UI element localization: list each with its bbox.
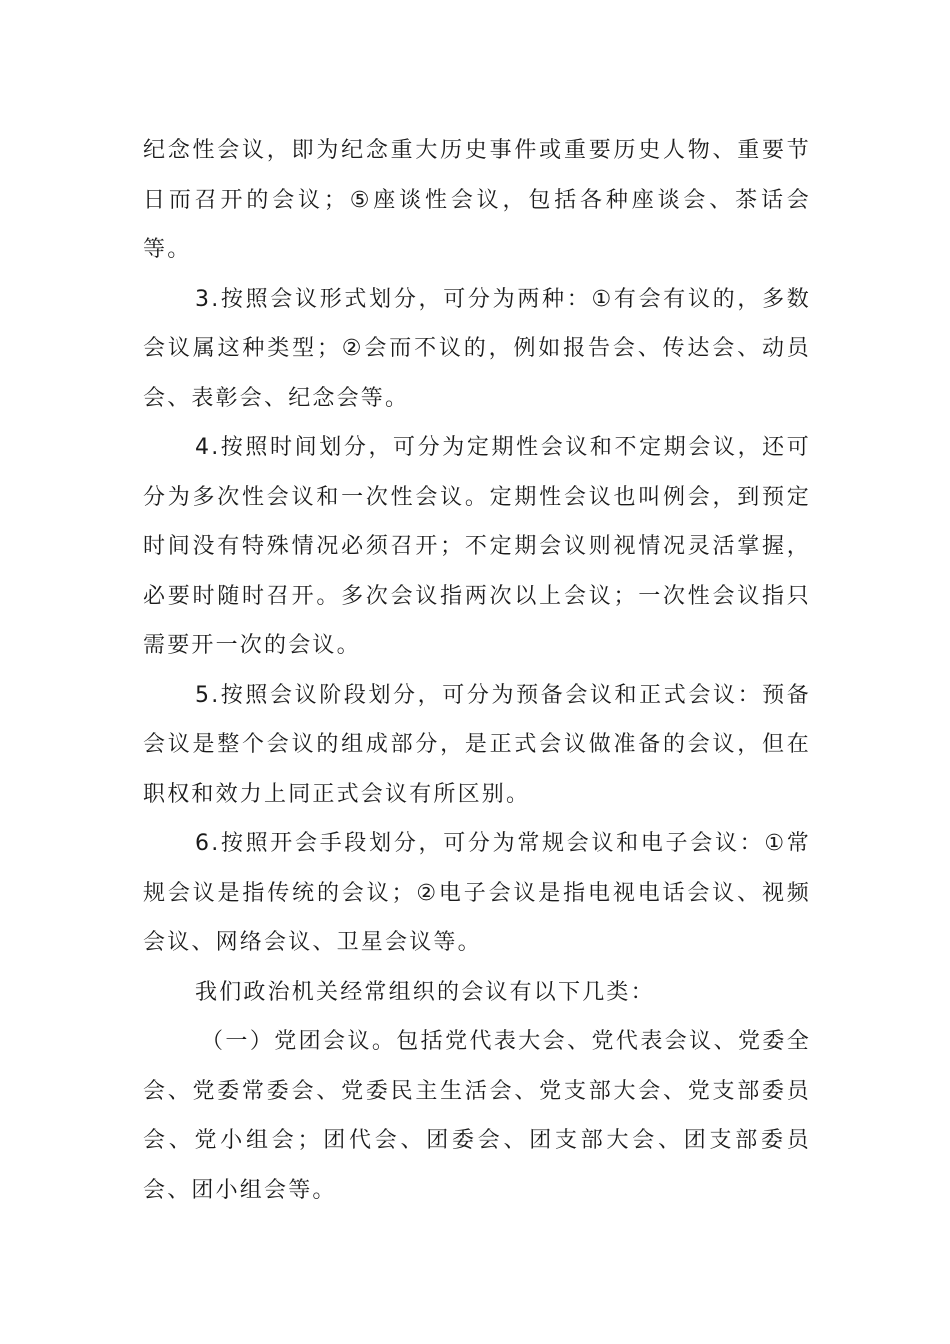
document-body xyxy=(143,126,811,1215)
paragraph-party-meetings: （一）党团会议。包括党代表大会、党代表会议、党委全会、党委常委会、党委民主生活会、党支部大会、党支部委员会、党小组会；团代会、团委会、团支部大会、团支部委员会、团小组会等。 xyxy=(143,1029,811,1203)
paragraph-continuation: 纪念性会议，即为纪念重大历史事件或重要历史人物、重要节日而召开的会议；⑤座谈性会议，包括各种座谈会、茶话会等。 xyxy=(143,138,811,262)
paragraph-meeting-means: 6.按照开会手段划分，可分为常规会议和电子会议：①常规会议是指传统的会议；②电子会议是指电视电话会议、视频会议、网络会议、卫星会议等。 xyxy=(143,831,811,955)
paragraph-meeting-time: 4.按照时间划分，可分为定期性会议和不定期会议，还可分为多次性会议和一次性会议。定期性会议也叫例会，到预定时间没有特殊情况必须召开；不定期会议则视情况灵活掌握，必要时随时召开。多次会议指两次以上会议；一次性会议指只需要开一次的会议。 xyxy=(143,435,811,658)
paragraph-meeting-form: 3.按照会议形式划分，可分为两种：①有会有议的，多数会议属这种类型；②会而不议的，例如报告会、传达会、动员会、表彰会、纪念会等。 xyxy=(143,286,811,411)
paragraph-meeting-stage: 5.按照会议阶段划分，可分为预备会议和正式会议：预备会议是整个会议的组成部分，是正式会议做准备的会议，但在职权和效力上同正式会议有所区别。 xyxy=(143,682,811,807)
paragraph-meeting-types-intro: 我们政治机关经常组织的会议有以下几类： xyxy=(195,979,655,1005)
